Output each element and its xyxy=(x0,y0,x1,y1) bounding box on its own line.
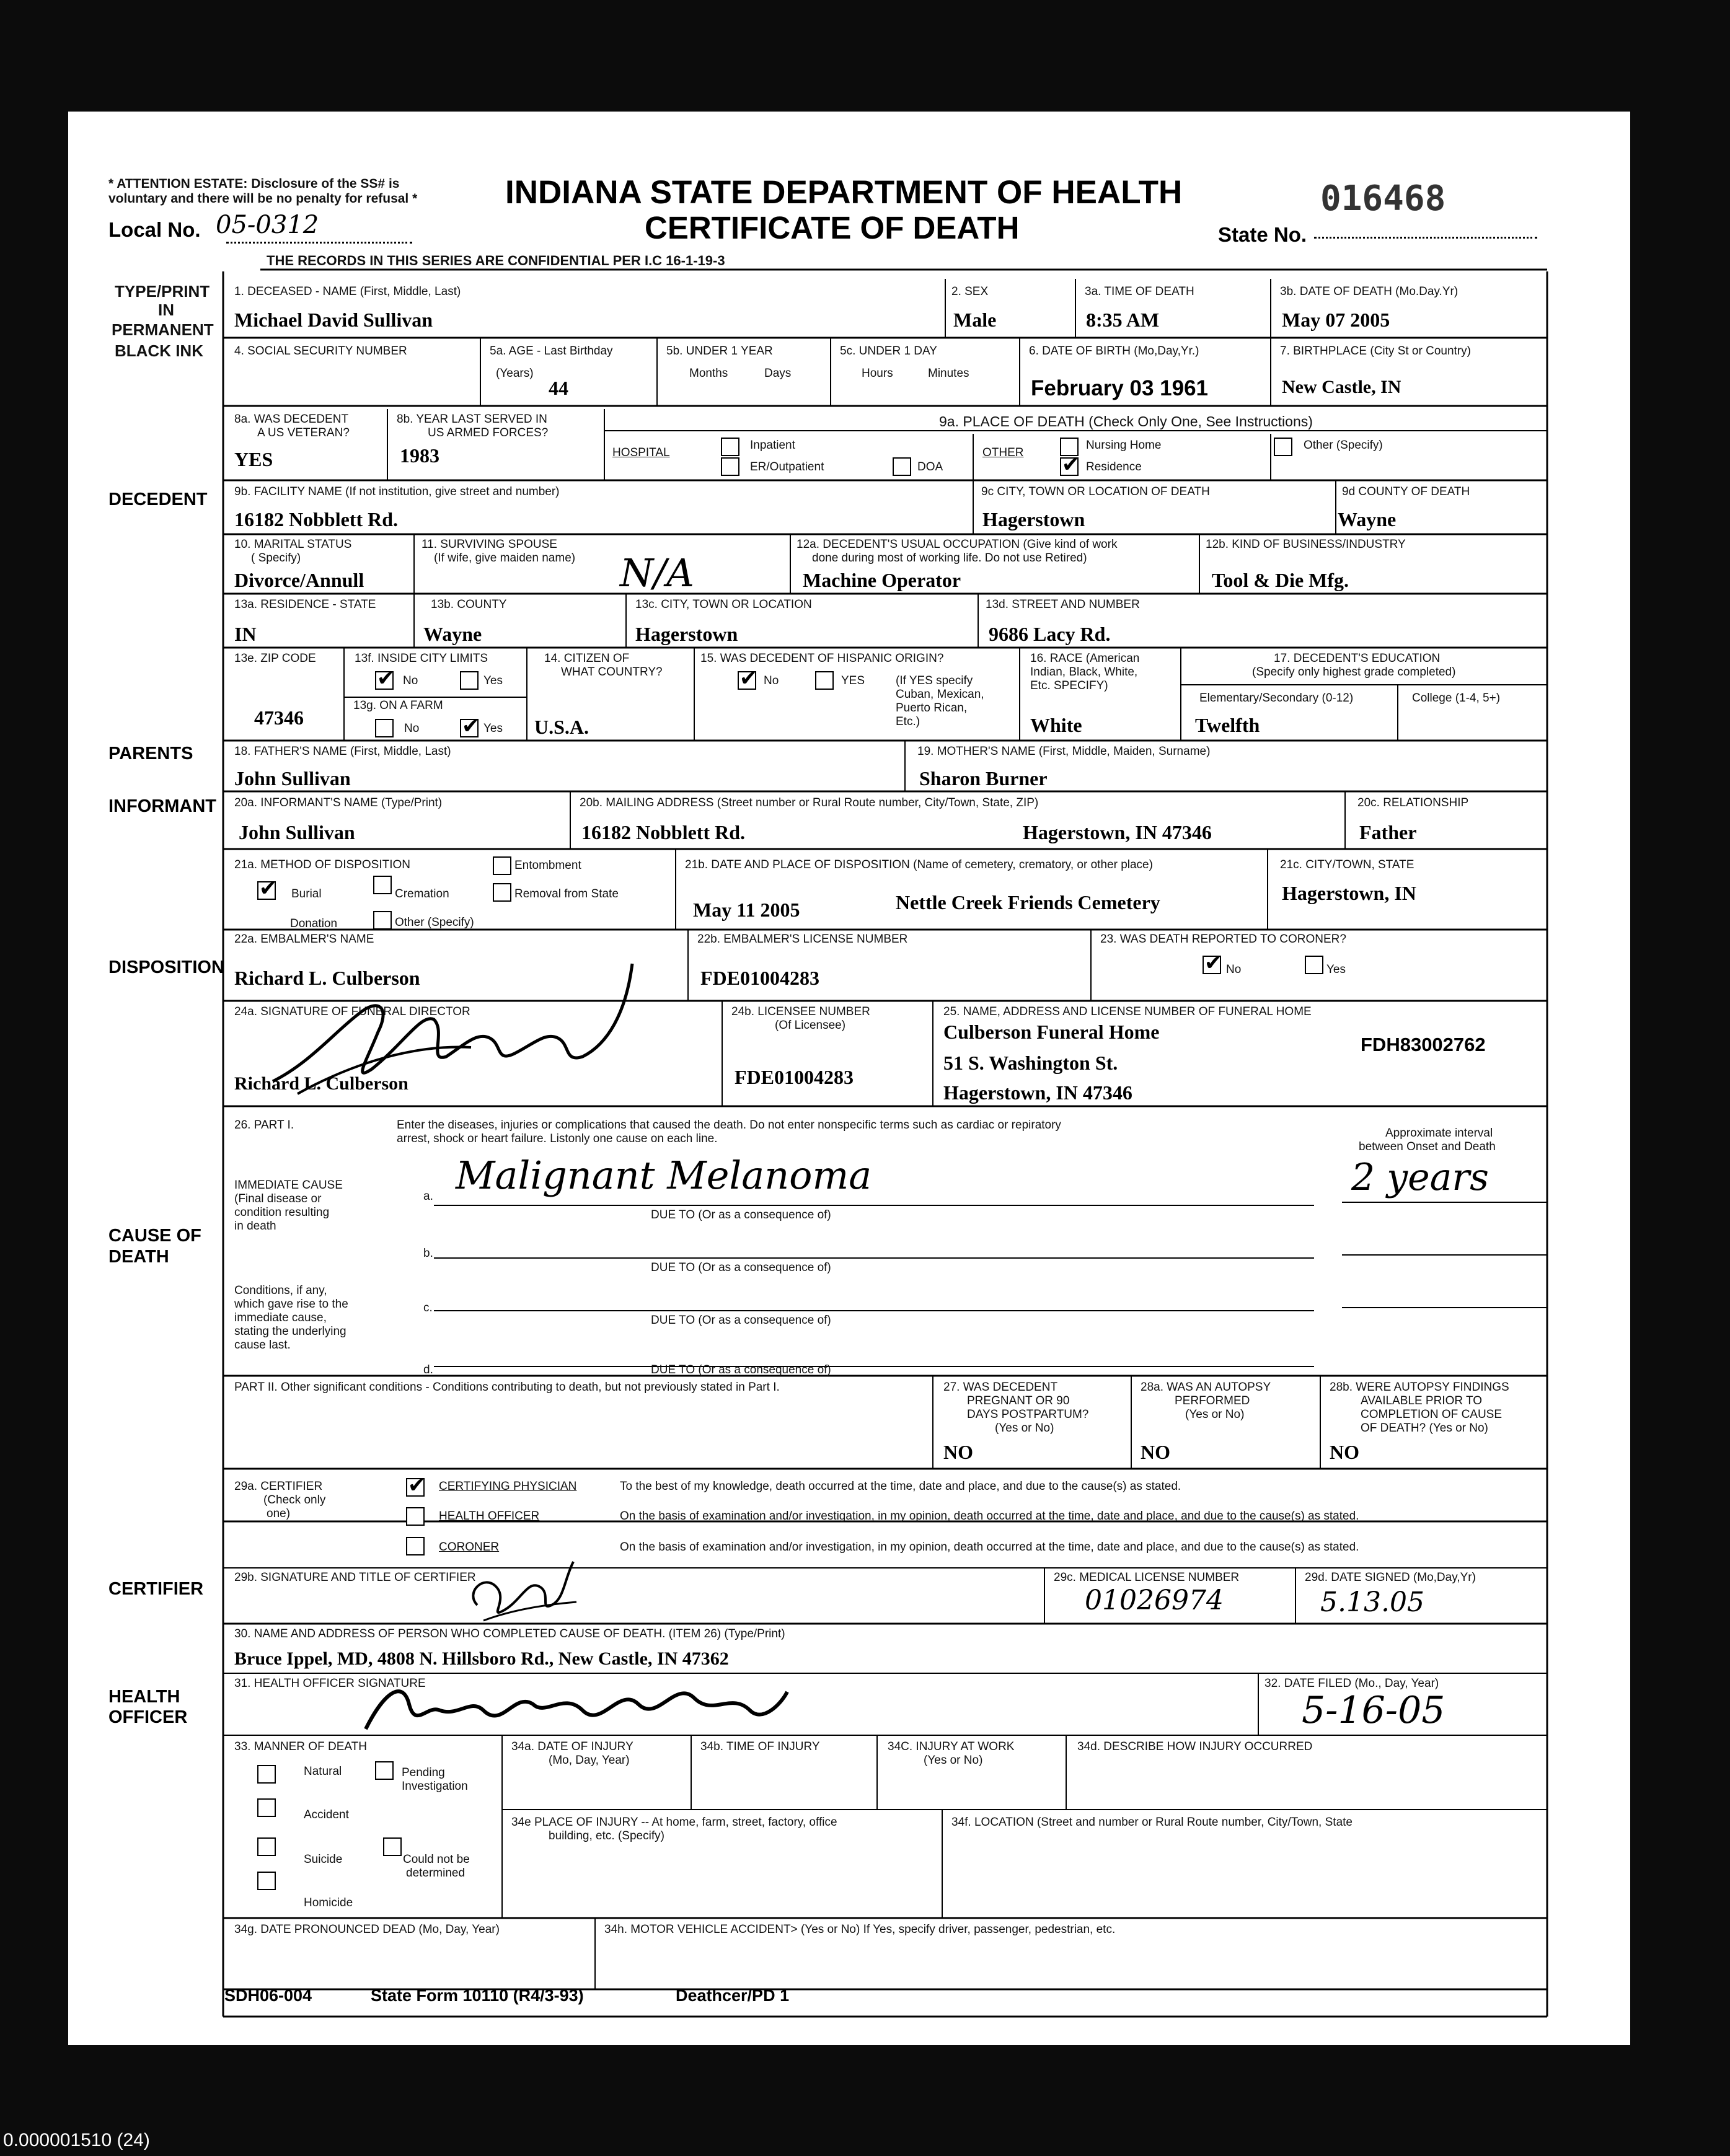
value-father: John Sullivan xyxy=(234,767,351,790)
value-relationship: Father xyxy=(1359,821,1417,843)
label-26-instructions: Enter the diseases, injuries or complications that caused the death. Do not enter nonspecific terms such as cardiac or repiratory xyxy=(397,1119,1061,1132)
checkbox-pending[interactable] xyxy=(375,1761,394,1780)
value-interval-a: 2 years xyxy=(1351,1156,1489,1199)
label-3a: 3a. TIME OF DEATH xyxy=(1085,285,1194,298)
label-20c: 20c. RELATIONSHIP xyxy=(1357,796,1469,809)
label-entombment: Entombment xyxy=(514,859,581,872)
value-name: Michael David Sullivan xyxy=(234,309,433,331)
label-11-maiden: (If wife, give maiden name) xyxy=(434,552,576,565)
label-imm-4: in death xyxy=(234,1220,276,1233)
value-occupation: Machine Operator xyxy=(803,569,961,591)
checkbox-farm-yes[interactable] xyxy=(460,719,479,737)
value-disp-place: Nettle Creek Friends Cemetery xyxy=(896,891,1160,913)
label-interval: Approximate interval xyxy=(1385,1127,1493,1140)
label-due-to-4: DUE TO (Or as a consequence of) xyxy=(651,1363,831,1376)
label-5a: 5a. AGE - Last Birthday xyxy=(490,345,613,358)
state-form-number: State Form 10110 (R4/3-93) xyxy=(371,1986,584,2005)
confidential-note: THE RECORDS IN THIS SERIES ARE CONFIDENTIAL PER I.C 16-1-19-3 xyxy=(267,253,725,268)
label-13e: 13e. ZIP CODE xyxy=(234,652,316,665)
label-27: 27. WAS DECEDENT xyxy=(943,1381,1058,1394)
local-no-value: 05-0312 xyxy=(216,211,319,239)
label-8a-2: A US VETERAN? xyxy=(257,426,350,439)
value-spouse: N/A xyxy=(620,550,694,596)
label-21b: 21b. DATE AND PLACE OF DISPOSITION (Name of cemetery, crematory, or other place) xyxy=(685,858,1153,871)
checkbox-entombment[interactable] xyxy=(493,856,511,875)
value-education: Twelfth xyxy=(1195,714,1260,736)
value-res-county: Wayne xyxy=(423,623,482,645)
label-line-a: a. xyxy=(423,1190,433,1203)
label-burial: Burial xyxy=(291,887,322,900)
label-34a-2: (Mo, Day, Year) xyxy=(549,1754,630,1767)
label-17-b: (Specify only highest grade completed) xyxy=(1252,666,1456,679)
value-disp-date: May 11 2005 xyxy=(693,899,800,921)
label-34g: 34g. DATE PRONOUNCED DEAD (Mo, Day, Year) xyxy=(234,1923,500,1936)
in-note: IN xyxy=(158,301,174,319)
label-33: 33. MANNER OF DEATH xyxy=(234,1740,367,1753)
label-29b: 29b. SIGNATURE AND TITLE OF CERTIFIER xyxy=(234,1571,476,1584)
value-pregnant: NO xyxy=(943,1441,973,1463)
state-no-line xyxy=(1314,237,1537,239)
checkbox-coroner-yes[interactable] xyxy=(1305,956,1323,974)
label-10: 10. MARITAL STATUS xyxy=(234,538,352,551)
label-17: 17. DECEDENT'S EDUCATION xyxy=(1274,652,1441,665)
checkbox-natural[interactable] xyxy=(257,1765,276,1784)
section-certifier: CERTIFIER xyxy=(108,1579,204,1599)
value-race: White xyxy=(1030,714,1082,736)
label-5b-months: Months xyxy=(689,367,728,380)
label-15-specify: (If YES specify xyxy=(896,674,973,687)
label-coroner: CORONER xyxy=(439,1541,500,1554)
local-no-label: Local No. xyxy=(108,218,201,241)
value-fh-license: FDH83002762 xyxy=(1361,1034,1486,1055)
label-13c: 13c. CITY, TOWN OR LOCATION xyxy=(635,598,812,611)
value-cause-a: Malignant Melanoma xyxy=(456,1153,872,1198)
label-11: 11. SURVIVING SPOUSE xyxy=(421,538,557,551)
checkbox-health-officer[interactable] xyxy=(406,1507,425,1526)
label-30: 30. NAME AND ADDRESS OF PERSON WHO COMPLETED CAUSE OF DEATH. (ITEM 26) (Type/Print) xyxy=(234,1627,785,1640)
label-26-instructions-2: arrest, shock or heart failure. Listonly one cause on each line. xyxy=(397,1132,718,1145)
value-embalmer-license: FDE01004283 xyxy=(700,967,819,989)
label-22a: 22a. EMBALMER'S NAME xyxy=(234,933,374,946)
value-county-of-death: Wayne xyxy=(1338,508,1397,530)
certifier-signature xyxy=(459,1543,595,1630)
checkbox-residence[interactable] xyxy=(1060,457,1079,476)
label-20a: 20a. INFORMANT'S NAME (Type/Print) xyxy=(234,796,443,809)
label-accident: Accident xyxy=(304,1808,349,1821)
label-8b-2: US ARMED FORCES? xyxy=(428,426,549,439)
label-conditions-2: which gave rise to the xyxy=(234,1298,348,1311)
label-interval-2: between Onset and Death xyxy=(1359,1140,1496,1153)
value-disp-city: Hagerstown, IN xyxy=(1282,882,1416,904)
label-certifying-physician: CERTIFYING PHYSICIAN xyxy=(439,1480,577,1493)
label-donation: Donation xyxy=(290,917,338,930)
attention-note-2: voluntary and there will be no penalty for refusal * xyxy=(108,191,418,206)
label-other: OTHER xyxy=(982,446,1024,459)
checkbox-burial[interactable] xyxy=(257,881,276,900)
label-34c: 34C. INJURY AT WORK xyxy=(888,1740,1015,1753)
label-7-birthplace: 7. BIRTHPLACE (City St or Country) xyxy=(1280,345,1471,358)
label-25: 25. NAME, ADDRESS AND LICENSE NUMBER OF FUNERAL HOME xyxy=(943,1005,1312,1018)
label-12a-2: done during most of working life. Do not use Retired) xyxy=(812,552,1087,565)
label-homicide: Homicide xyxy=(304,1896,353,1909)
label-imm-2: (Final disease or xyxy=(234,1192,322,1205)
value-res-city: Hagerstown xyxy=(635,623,738,645)
text-health-officer: On the basis of examination and/or investigation, in my opinion, death occurred at the time, date and place, and due to the cause(s) as stated. xyxy=(620,1510,1359,1523)
label-29a-3: one) xyxy=(267,1507,291,1520)
value-city-of-death: Hagerstown xyxy=(982,508,1085,530)
label-5b-days: Days xyxy=(764,367,792,380)
label-hispanic-yes: YES xyxy=(841,674,865,687)
value-embalmer: Richard L. Culberson xyxy=(234,967,420,989)
checkbox-other-specify[interactable] xyxy=(1274,438,1292,456)
checkbox-er[interactable] xyxy=(721,457,739,476)
checkbox-doa[interactable] xyxy=(893,457,911,476)
label-due-to-3: DUE TO (Or as a consequence of) xyxy=(651,1314,831,1327)
value-zip: 47346 xyxy=(254,706,304,729)
checkbox-hispanic-yes[interactable] xyxy=(815,671,834,690)
label-coroner-yes: Yes xyxy=(1326,963,1346,976)
label-farm-yes: Yes xyxy=(483,722,503,735)
label-27-c: DAYS POSTPARTUM? xyxy=(967,1408,1089,1421)
label-34c-2: (Yes or No) xyxy=(924,1754,983,1767)
label-29a-2: (Check only xyxy=(263,1494,326,1507)
label-9b: 9b. FACILITY NAME (If not institution, give street and number) xyxy=(234,485,560,498)
label-pending: Pending xyxy=(402,1766,445,1779)
type-print-note: TYPE/PRINT xyxy=(115,282,210,301)
label-16-b: Indian, Black, White, xyxy=(1030,666,1138,679)
health-officer-signature xyxy=(360,1667,793,1741)
form-number: SDH06-004 xyxy=(224,1986,312,2005)
label-12b: 12b. KIND OF BUSINESS/INDUSTRY xyxy=(1206,538,1406,551)
label-9a: 9a. PLACE OF DEATH (Check Only One, See Instructions) xyxy=(939,413,1313,429)
value-licensee: FDE01004283 xyxy=(735,1066,854,1088)
checkbox-other-disp[interactable] xyxy=(373,911,392,930)
label-doa: DOA xyxy=(917,460,943,473)
label-nursing-home: Nursing Home xyxy=(1086,439,1162,452)
value-dob: February 03 1961 xyxy=(1031,376,1209,400)
label-29c: 29c. MEDICAL LICENSE NUMBER xyxy=(1054,1571,1240,1584)
label-5c-minutes: Minutes xyxy=(928,367,969,380)
label-suicide: Suicide xyxy=(304,1853,343,1866)
label-28a: 28a. WAS AN AUTOPSY xyxy=(1141,1381,1271,1394)
checkbox-hispanic-no[interactable] xyxy=(738,671,756,690)
value-mother: Sharon Burner xyxy=(919,767,1048,790)
checkbox-city-yes[interactable] xyxy=(460,671,479,690)
label-9d: 9d COUNTY OF DEATH xyxy=(1342,485,1470,498)
label-inpatient: Inpatient xyxy=(750,439,795,452)
label-34d: 34d. DESCRIBE HOW INJURY OCCURRED xyxy=(1077,1740,1313,1753)
black-ink-note: BLACK INK xyxy=(115,341,203,360)
label-28b: 28b. WERE AUTOPSY FINDINGS xyxy=(1330,1381,1509,1394)
value-veteran: YES xyxy=(234,448,273,470)
label-23: 23. WAS DEATH REPORTED TO CORONER? xyxy=(1100,933,1346,946)
label-line-d: d. xyxy=(423,1363,433,1376)
label-15-cuban: Cuban, Mexican, xyxy=(896,688,984,701)
label-5c-hours: Hours xyxy=(862,367,893,380)
label-imm-3: condition resulting xyxy=(234,1206,330,1219)
checkbox-suicide[interactable] xyxy=(257,1837,276,1856)
label-natural: Natural xyxy=(304,1765,342,1778)
section-cause-of: CAUSE OF xyxy=(108,1226,201,1246)
label-24b: 24b. LICENSEE NUMBER xyxy=(731,1005,870,1018)
value-fh-name: Culberson Funeral Home xyxy=(943,1021,1160,1043)
label-31: 31. HEALTH OFFICER SIGNATURE xyxy=(234,1677,426,1690)
value-med-license: 01026974 xyxy=(1085,1585,1224,1616)
value-citizen: U.S.A. xyxy=(534,716,589,738)
label-8b: 8b. YEAR LAST SERVED IN xyxy=(397,413,547,426)
label-city-yes: Yes xyxy=(483,674,503,687)
section-parents: PARENTS xyxy=(108,744,193,763)
label-16: 16. RACE (American xyxy=(1030,652,1140,665)
checkbox-city-no[interactable] xyxy=(375,671,394,690)
label-15-etc: Etc.) xyxy=(896,715,920,728)
label-13b: 13b. COUNTY xyxy=(431,598,507,611)
attention-note: * ATTENTION ESTATE: Disclosure of the SS# is xyxy=(108,177,400,191)
value-year-served: 1983 xyxy=(400,444,439,467)
label-removal: Removal from State xyxy=(514,887,619,900)
value-informant: John Sullivan xyxy=(239,821,355,843)
label-conditions-5: cause last. xyxy=(234,1339,291,1352)
label-16-c: Etc. SPECIFY) xyxy=(1030,679,1108,692)
value-fh-street: 51 S. Washington St. xyxy=(943,1052,1118,1074)
label-34a: 34a. DATE OF INJURY xyxy=(511,1740,633,1753)
text-coroner: On the basis of examination and/or investigation, in my opinion, death occurred at the time, date and place, and due to the cause(s) as stated. xyxy=(620,1541,1359,1554)
label-21a: 21a. METHOD OF DISPOSITION xyxy=(234,858,410,871)
label-21c: 21c. CITY/TOWN, STATE xyxy=(1280,858,1414,871)
value-marital: Divorce/Annull xyxy=(234,569,364,591)
section-decedent: DECEDENT xyxy=(108,490,208,509)
label-24a: 24a. SIGNATURE OF FUNERAL DIRECTOR xyxy=(234,1005,470,1018)
label-29a: 29a. CERTIFIER xyxy=(234,1480,323,1493)
label-22b: 22b. EMBALMER'S LICENSE NUMBER xyxy=(697,933,908,946)
label-due-to-2: DUE TO (Or as a consequence of) xyxy=(651,1261,831,1274)
form-subtitle: CERTIFICATE OF DEATH xyxy=(645,210,1020,245)
label-28a-3: (Yes or No) xyxy=(1185,1408,1245,1421)
label-undetermined-2: determined xyxy=(406,1867,466,1880)
label-34e-2: building, etc. (Specify) xyxy=(549,1829,664,1842)
value-completed-by: Bruce Ippel, MD, 4808 N. Hillsboro Rd., New Castle, IN 47362 xyxy=(234,1648,729,1669)
label-er: ER/Outpatient xyxy=(750,460,824,473)
label-health-officer: HEALTH OFFICER xyxy=(439,1510,540,1523)
label-undetermined: Could not be xyxy=(403,1853,470,1866)
label-28b-2: AVAILABLE PRIOR TO xyxy=(1361,1394,1483,1407)
value-autopsy-findings: NO xyxy=(1330,1441,1359,1463)
label-24b-2: (Of Licensee) xyxy=(775,1019,846,1032)
label-line-c: c. xyxy=(423,1301,433,1314)
label-12a: 12a. DECEDENT'S USUAL OCCUPATION (Give kind of work xyxy=(797,538,1118,551)
value-business: Tool & Die Mfg. xyxy=(1212,569,1349,591)
label-2-sex: 2. SEX xyxy=(951,285,989,298)
label-17-elem: Elementary/Secondary (0-12) xyxy=(1199,692,1354,705)
checkbox-farm-no[interactable] xyxy=(375,719,394,737)
label-28b-3: COMPLETION OF CAUSE xyxy=(1361,1408,1503,1421)
checkbox-certifying-physician[interactable] xyxy=(406,1478,425,1497)
scan-identifier: 0.000001510 (24) xyxy=(3,2130,150,2150)
value-fh-city: Hagerstown, IN 47346 xyxy=(943,1081,1132,1104)
label-line-b: b. xyxy=(423,1247,433,1260)
state-stamp-number: 016468 xyxy=(1320,178,1446,219)
label-15: 15. WAS DECEDENT OF HISPANIC ORIGIN? xyxy=(700,652,944,665)
label-hispanic-no: No xyxy=(764,674,779,687)
value-autopsy: NO xyxy=(1141,1441,1170,1463)
label-5c: 5c. UNDER 1 DAY xyxy=(840,345,937,358)
label-28b-4: OF DEATH? (Yes or No) xyxy=(1361,1422,1488,1435)
label-conditions-3: immediate cause, xyxy=(234,1311,327,1324)
label-residence: Residence xyxy=(1086,460,1142,473)
label-20b: 20b. MAILING ADDRESS (Street number or Rural Route number, City/Town, State, ZIP) xyxy=(580,796,1039,809)
label-18: 18. FATHER'S NAME (First, Middle, Last) xyxy=(234,745,451,758)
label-conditions: Conditions, if any, xyxy=(234,1284,327,1297)
label-5a-years: (Years) xyxy=(496,367,534,380)
checkbox-removal[interactable] xyxy=(493,883,511,902)
label-10-specify: ( Specify) xyxy=(251,552,301,565)
value-informant-street: 16182 Nobblett Rd. xyxy=(581,821,746,843)
checkbox-inpatient[interactable] xyxy=(721,438,739,456)
value-res-state: IN xyxy=(234,623,257,645)
label-14-country: WHAT COUNTRY? xyxy=(561,666,663,679)
label-5b: 5b. UNDER 1 YEAR xyxy=(666,345,773,358)
label-conditions-4: stating the underlying xyxy=(234,1325,346,1338)
label-1-name: 1. DECEASED - NAME (First, Middle, Last) xyxy=(234,285,461,298)
checkbox-undetermined[interactable] xyxy=(383,1837,402,1856)
label-13d: 13d. STREET AND NUMBER xyxy=(986,598,1140,611)
label-due-to-1: DUE TO (Or as a consequence of) xyxy=(651,1208,831,1221)
label-farm-no: No xyxy=(404,722,420,735)
label-27-b: PREGNANT OR 90 xyxy=(967,1394,1070,1407)
label-27-d: (Yes or No) xyxy=(995,1422,1054,1435)
text-certifying-physician: To the best of my knowledge, death occurred at the time, date and place, and due to the cause(s) as stated. xyxy=(620,1480,1181,1493)
label-hospital: HOSPITAL xyxy=(612,446,670,459)
label-28a-2: PERFORMED xyxy=(1175,1394,1250,1407)
label-13g: 13g. ON A FARM xyxy=(353,699,443,712)
label-coroner-no: No xyxy=(1226,963,1242,976)
label-34h: 34h. MOTOR VEHICLE ACCIDENT> (Yes or No) If Yes, specify driver, passenger, pedestrian, etc. xyxy=(604,1923,1116,1936)
checkbox-coroner[interactable] xyxy=(406,1537,425,1555)
label-13f: 13f. INSIDE CITY LIMITS xyxy=(355,652,488,665)
value-director-name: Richard L. Culberson xyxy=(234,1073,408,1094)
section-officer: OFFICER xyxy=(108,1707,188,1727)
state-no-label: State No. xyxy=(1218,223,1307,246)
value-date-of-death: May 07 2005 xyxy=(1282,309,1390,331)
form-title: INDIANA STATE DEPARTMENT OF HEALTH xyxy=(505,174,1183,211)
label-26: 26. PART I. xyxy=(234,1119,294,1132)
section-health: HEALTH xyxy=(108,1687,180,1707)
label-13a: 13a. RESIDENCE - STATE xyxy=(234,598,376,611)
section-informant: INFORMANT xyxy=(108,796,216,816)
value-birthplace: New Castle, IN xyxy=(1282,377,1401,397)
label-34e: 34e PLACE OF INJURY -- At home, farm, street, factory, office xyxy=(511,1816,837,1829)
section-disposition: DISPOSITION xyxy=(108,957,224,977)
checkbox-coroner-no[interactable] xyxy=(1203,956,1221,974)
label-8a: 8a. WAS DECEDENT xyxy=(234,413,349,426)
value-age: 44 xyxy=(549,377,568,399)
value-sex: Male xyxy=(953,309,997,331)
label-other-specify: Other (Specify) xyxy=(1304,439,1383,452)
label-3b: 3b. DATE OF DEATH (Mo.Day.Yr) xyxy=(1280,285,1459,298)
checkbox-accident[interactable] xyxy=(257,1798,276,1817)
checkbox-homicide[interactable] xyxy=(257,1872,276,1890)
label-6-dob: 6. DATE OF BIRTH (Mo,Day,Yr.) xyxy=(1029,345,1199,358)
label-9c: 9c CITY, TOWN OR LOCATION OF DEATH xyxy=(981,485,1210,498)
label-city-no: No xyxy=(403,674,418,687)
label-15-pr: Puerto Rican, xyxy=(896,702,968,715)
value-date-filed: 5-16-05 xyxy=(1302,1689,1445,1732)
label-14: 14. CITIZEN OF xyxy=(544,652,630,665)
checkbox-cremation[interactable] xyxy=(373,876,392,894)
value-date-signed: 5.13.05 xyxy=(1320,1586,1424,1618)
label-34f: 34f. LOCATION (Street and number or Rural Route number, City/Town, State xyxy=(951,1816,1353,1829)
label-32: 32. DATE FILED (Mo., Day, Year) xyxy=(1264,1677,1439,1690)
label-part-2: PART II. Other significant conditions - Conditions contributing to death, but not previously stated in Part I. xyxy=(234,1381,780,1394)
value-res-street: 9686 Lacy Rd. xyxy=(989,623,1111,645)
label-17-college: College (1-4, 5+) xyxy=(1412,692,1501,705)
permanent-note: PERMANENT xyxy=(112,320,214,339)
label-immediate-cause: IMMEDIATE CAUSE xyxy=(234,1179,343,1192)
label-pending-2: Investigation xyxy=(402,1780,468,1793)
section-death: DEATH xyxy=(108,1247,169,1267)
value-time-of-death: 8:35 AM xyxy=(1086,309,1160,331)
value-facility: 16182 Nobblett Rd. xyxy=(234,508,399,530)
local-no-line xyxy=(226,242,412,244)
label-19: 19. MOTHER'S NAME (First, Middle, Maiden, Surname) xyxy=(917,745,1211,758)
label-cremation: Cremation xyxy=(395,887,449,900)
label-4-ssn: 4. SOCIAL SECURITY NUMBER xyxy=(234,345,407,358)
label-34b: 34b. TIME OF INJURY xyxy=(700,1740,820,1753)
value-informant-city: Hagerstown, IN 47346 xyxy=(1023,821,1212,843)
label-29d: 29d. DATE SIGNED (Mo,Day,Yr) xyxy=(1305,1571,1476,1584)
deathcer-code: Deathcer/PD 1 xyxy=(676,1986,790,2005)
label-other-disp: Other (Specify) xyxy=(395,916,474,929)
